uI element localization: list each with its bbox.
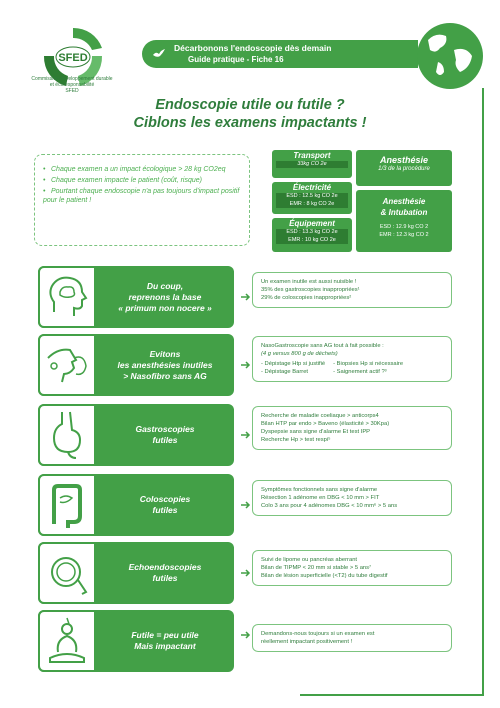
intubation-label: Anesthésie	[382, 197, 426, 206]
row-title-line: Echoendoscopies	[128, 562, 202, 572]
meditation-icon	[38, 610, 96, 672]
detail-line: NasoGastroscopie sans AG tout à fait possible :	[261, 343, 384, 349]
detail-line: - Saignement actif ?³	[333, 369, 387, 375]
header-banner	[142, 40, 418, 68]
stomach-icon	[38, 404, 96, 466]
logo-caption-line: Commission développement durable	[31, 76, 113, 82]
detail-line: Suivi de lipome ou pancréas aberrant	[261, 557, 358, 563]
detail-line: Résection 1 adénome en DBG < 10 mm > FIT	[261, 495, 380, 501]
fact-item: • Chaque examen a un impact écologique > 28 kg CO2eq	[43, 166, 226, 173]
detail-line: 35% des gastroscopies inappropriées¹	[261, 287, 360, 293]
row-anesthesie	[38, 334, 234, 396]
row-title	[96, 610, 234, 672]
row-title-line: les anesthésies inutiles	[117, 359, 213, 370]
electricite-label: Électricité	[292, 183, 332, 192]
row-title-line: Mais impactant	[134, 641, 196, 651]
colon-icon	[38, 474, 96, 536]
electricite-line: EMR : 8 kg CO 2e	[289, 200, 335, 207]
fact-text: Chaque examen impacte le patient (coût, risque)	[51, 177, 202, 184]
row-title-line: Futile = peu utile	[131, 630, 199, 640]
transport-label: Transport	[293, 151, 331, 160]
detail-line: Un examen inutile est aussi nuisible !	[261, 279, 357, 285]
fact-item: • Chaque examen impacte le patient (coût, risque)	[43, 177, 202, 184]
detail-line: Dyspepsie sans signe d'alarme Et test IPP	[261, 429, 371, 435]
arrow-right-icon	[240, 429, 252, 441]
logo-text: SFED	[58, 52, 88, 64]
equipement-line: EMR : 10 kg CO 2e	[288, 236, 336, 243]
transport-box	[272, 150, 352, 178]
logo-caption-line: et écoresponsabilité	[49, 82, 95, 88]
row-title-line: reprenons la base	[128, 291, 202, 302]
row-details	[252, 480, 452, 516]
row-title-line: Evitons	[149, 348, 181, 359]
row-title-line: > Nasofibro sans AG	[123, 370, 207, 381]
row-title	[96, 334, 234, 396]
fact-text: Chaque examen a un impact écologique > 28 kg CO2eq	[51, 166, 226, 173]
detail-line: Bilan de TIPMP < 20 mm si stable > 5 ans⁷	[261, 565, 372, 571]
row-title-line: futiles	[152, 505, 178, 515]
banner-title: Décarbonons l'endoscopie dès demain	[174, 43, 332, 53]
detail-line: Demandons-nous toujours si un examen est	[261, 631, 375, 637]
key-facts-box	[34, 154, 250, 246]
anesthesie-label: Anesthésie	[379, 155, 429, 165]
row-title-line: futiles	[152, 573, 178, 583]
transport-value: 33kg CO 2e	[276, 161, 348, 168]
electricite-box	[272, 182, 352, 214]
intubation-line: EMR : 12.3 kg CO 2	[379, 231, 429, 238]
fact-text: Pourtant chaque endoscopie n'a pas toujours d'impact positif pour le patient !	[43, 188, 240, 204]
equipement-line: ESD : 13.3 kg CO 2e	[286, 229, 338, 235]
row-primum	[38, 266, 234, 328]
page-title	[0, 96, 500, 132]
detail-line: - Dépistage Barret	[261, 369, 309, 375]
arrow-right-icon	[240, 359, 252, 371]
detail-line: Bilan de lésion superficielle (<T2) du tube digestif	[261, 573, 388, 579]
anesthesie-sub: 1/3 de la procédure	[378, 166, 430, 172]
frame-line	[482, 88, 484, 696]
equipement-label: Équipement	[289, 219, 335, 228]
echoendoscope-icon	[38, 542, 96, 604]
nasal-endoscopy-icon	[38, 334, 96, 396]
detail-line: 29% de coloscopies inappropriées²	[261, 295, 352, 301]
row-title-line: Du coup,	[146, 280, 184, 291]
detail-line: - Biopsies Hp si nécessaire	[333, 361, 404, 367]
row-details	[252, 550, 452, 586]
arrow-right-icon	[240, 291, 252, 303]
detail-line: Recherche Hp > test respi⁵	[261, 437, 331, 443]
row-title	[96, 542, 234, 604]
title-line: Endoscopie utile ou futile ?	[155, 97, 345, 113]
detail-line: réellement impactant positivement !	[261, 639, 353, 645]
row-coloscopies	[38, 474, 234, 536]
intubation-box	[356, 190, 452, 252]
logo-caption-line: SFED	[65, 88, 79, 94]
bird-icon	[152, 47, 166, 61]
detail-line: (4 g versus 800 g de déchets)	[261, 351, 338, 357]
row-details	[252, 624, 452, 652]
row-details	[252, 272, 452, 308]
title-line: Ciblons les examens impactants !	[133, 115, 367, 131]
row-title-line: futiles	[152, 435, 178, 445]
row-futile	[38, 610, 234, 672]
row-gastroscopies	[38, 404, 234, 466]
row-echoendoscopies	[38, 542, 234, 604]
row-details	[252, 336, 452, 382]
fact-item: • Pourtant chaque endoscopie n'a pas toujours d'impact positif pour le patient !	[43, 188, 240, 204]
frame-bottom	[300, 694, 484, 696]
row-title-line: « primum non nocere »	[118, 302, 212, 313]
arrow-right-icon	[240, 499, 252, 511]
detail-line: Symptômes fonctionnels sans signe d'alarme	[261, 487, 378, 493]
row-title	[96, 474, 234, 536]
row-title	[96, 404, 234, 466]
detail-line: - Dépistage Htp si justifié	[261, 361, 326, 367]
anesthesie-box	[356, 150, 452, 186]
row-title	[96, 266, 234, 328]
globe-icon	[414, 20, 486, 92]
row-title-line: Coloscopies	[139, 494, 191, 504]
detail-line: Bilan HTP par endo > Baveno (élasticité > 30Kpa)	[261, 421, 390, 427]
intubation-label: & Intubation	[380, 208, 428, 217]
row-title-line: Gastroscopies	[135, 424, 195, 434]
row-details	[252, 406, 452, 450]
detail-line: Colo 3 ans pour 4 adénomes DBG < 10 mm⁶ > 5 ans	[261, 503, 398, 509]
intubation-line: ESD : 12.9 kg CO 2	[379, 224, 429, 230]
logo-caption	[22, 76, 122, 94]
detail-line: Recherche de maladie coeliaque > anticorps4	[261, 413, 379, 419]
electricite-line: ESD : 12.5 kg CO 2e	[286, 193, 338, 199]
equipement-box	[272, 218, 352, 252]
arrow-right-icon	[240, 629, 252, 641]
banner-subtitle: Guide pratique - Fiche 16	[188, 55, 284, 64]
brain-head-icon	[38, 266, 96, 328]
arrow-right-icon	[240, 567, 252, 579]
